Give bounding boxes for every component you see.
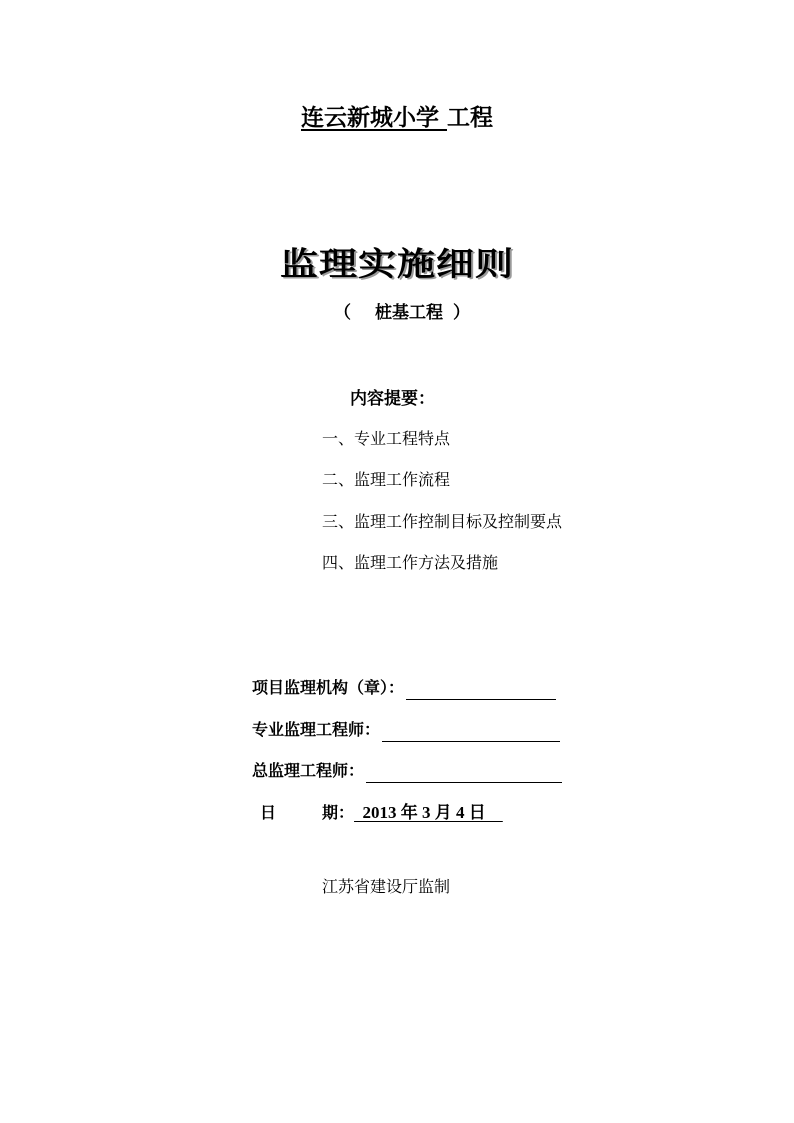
subtitle-close-paren: ）	[453, 303, 470, 323]
project-title	[0, 102, 794, 134]
signature-row-specialist	[252, 718, 560, 742]
specialist-label: 专业监理工程师：	[252, 720, 381, 739]
contents-item: 三、监理工作控制目标及控制要点	[322, 512, 563, 531]
specialist-signature-line	[382, 723, 560, 742]
org-label: 项目监理机构（章）：	[252, 678, 405, 697]
signature-row-org	[252, 676, 556, 700]
signature-row-chief	[252, 759, 562, 783]
project-suffix: 工程	[447, 105, 493, 131]
subtitle-text: 桩基工程	[375, 303, 443, 323]
issuer-note: 江苏省建设厅监制	[322, 877, 451, 896]
org-signature-line	[406, 681, 556, 700]
chief-label: 总监理工程师：	[252, 761, 365, 780]
document-title: 监理实施细则	[279, 245, 514, 283]
chief-signature-line	[366, 764, 562, 783]
date-label-day: 日	[260, 803, 277, 822]
subtitle-open-paren: （	[334, 303, 351, 323]
document-subtitle	[334, 299, 470, 327]
date-label-period: 期：	[322, 803, 355, 822]
date-row	[260, 800, 503, 826]
contents-item: 二、监理工作流程	[322, 470, 451, 489]
date-value: 2013 年 3 月 4 日	[354, 803, 503, 822]
contents-item: 四、监理工作方法及措施	[322, 553, 499, 572]
contents-item: 一、专业工程特点	[322, 429, 451, 448]
contents-heading: 内容提要：	[350, 389, 435, 409]
project-name: 连云新城小学	[300, 105, 447, 131]
